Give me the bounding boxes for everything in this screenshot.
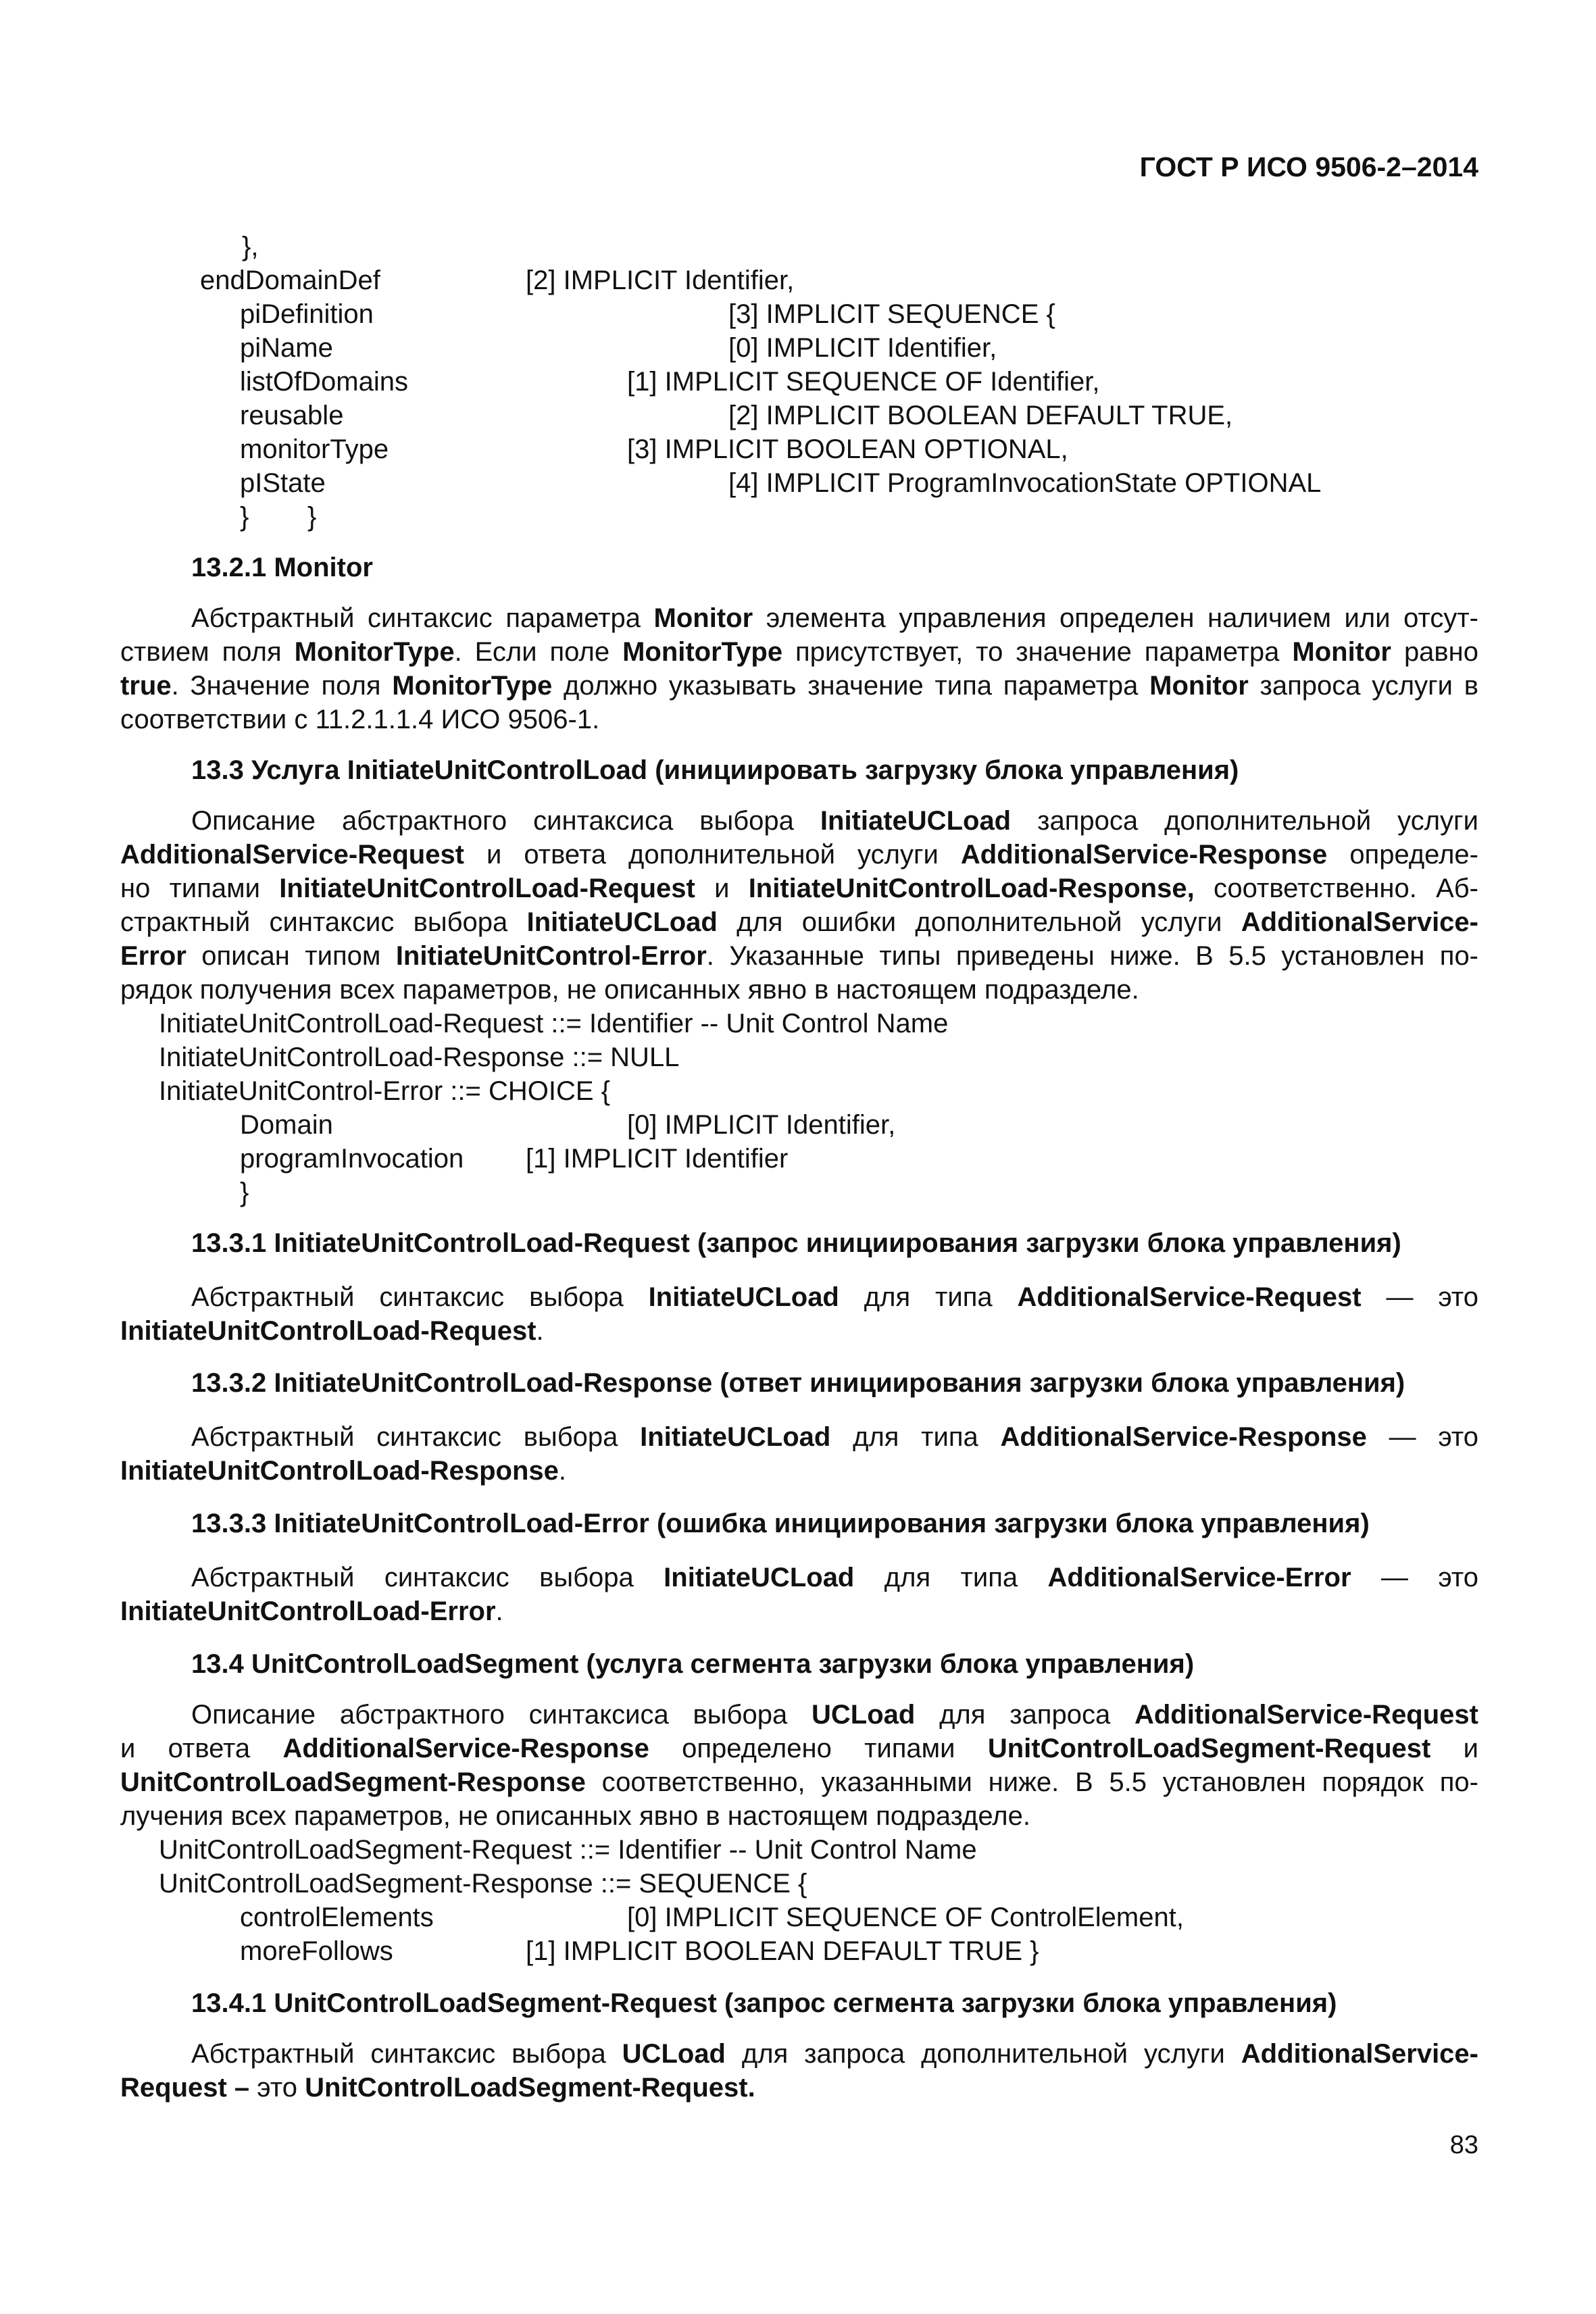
document-header: ГОСТ Р ИСО 9506-2–2014 bbox=[1139, 151, 1478, 182]
page-number: 83 bbox=[1449, 2131, 1478, 2159]
para-line: но типами InitiateUnitControlLoad-Request и InitiateUnitControlLoad-Response, соответственно. Аб- bbox=[120, 874, 1478, 903]
code-line: InitiateUnitControl-Error ::= CHOICE { bbox=[159, 1076, 610, 1106]
code-line: [3] IMPLICIT SEQUENCE { bbox=[728, 299, 1055, 329]
section-heading: 13.4 UnitControlLoadSegment (услуга сегмента загрузки блока управления) bbox=[191, 1649, 1195, 1679]
para-line: Описание абстрактного синтаксиса выбора InitiateUCLoad запроса дополнительной услуги bbox=[191, 806, 1478, 836]
code-line: InitiateUnitControlLoad-Response ::= NULL bbox=[159, 1042, 680, 1072]
para-line: UnitControlLoadSegment-Response соответственно, указанными ниже. В 5.5 установлен порядок по- bbox=[120, 1767, 1478, 1797]
para-line: Абстрактный синтаксис выбора InitiateUCLoad для типа AdditionalService-Request — это bbox=[191, 1282, 1478, 1312]
paragraph bbox=[120, 1420, 1478, 1488]
section-heading: 13.3.2 InitiateUnitControlLoad-Response (ответ инициирования загрузки блока управления) bbox=[191, 1368, 1405, 1398]
code-line: piDefinition bbox=[240, 299, 374, 329]
section-heading: 13.3 Услуга InitiateUnitControlLoad (инициировать загрузку блока управления) bbox=[191, 755, 1239, 785]
para-line: Error описан типом InitiateUnitControl-Error. Указанные типы приведены ниже. В 5.5 установлен по- bbox=[120, 941, 1479, 971]
code-line: [2] IMPLICIT Identifier, bbox=[526, 266, 795, 295]
para-line: Абстрактный синтаксис выбора UCLoad для запроса дополнительной услуги AdditionalService- bbox=[191, 2039, 1478, 2069]
code-line: UnitControlLoadSegment-Request ::= Identifier -- Unit Control Name bbox=[159, 1835, 977, 1865]
para-line: Описание абстрактного синтаксиса выбора UCLoad для запроса AdditionalService-Request bbox=[191, 1700, 1478, 1730]
para-line: AdditionalService-Request и ответа дополнительной услуги AdditionalService-Response определе- bbox=[120, 840, 1478, 870]
code-line: listOfDomains bbox=[240, 367, 408, 397]
code-line: piName bbox=[240, 333, 333, 363]
paragraph bbox=[120, 1280, 1478, 1348]
para-line: Абстрактный синтаксис параметра Monitor элемента управления определен наличием или отсут- bbox=[191, 603, 1478, 633]
code-line: [3] IMPLICIT BOOLEAN OPTIONAL, bbox=[627, 434, 1068, 464]
code-line: monitorType bbox=[240, 434, 389, 464]
code-line: [1] IMPLICIT Identifier bbox=[526, 1144, 789, 1174]
code-line: endDomainDef bbox=[200, 266, 380, 295]
section-heading: 13.3.3 InitiateUnitControlLoad-Error (ошибка инициирования загрузки блока управления) bbox=[191, 1509, 1370, 1538]
paragraph bbox=[120, 601, 1478, 736]
paragraph bbox=[120, 804, 1478, 1007]
section-heading: 13.3.1 InitiateUnitControlLoad-Request (запрос инициирования загрузки блока управления) bbox=[191, 1228, 1401, 1258]
code-line: InitiateUnitControlLoad-Request ::= Identifier -- Unit Control Name bbox=[159, 1009, 949, 1038]
para-line: InitiateUnitControlLoad-Response. bbox=[120, 1456, 567, 1486]
para-line: страктный синтаксис выбора InitiateUCLoad для ошибки дополнительной услуги AdditionalService- bbox=[120, 907, 1478, 937]
code-line: controlElements bbox=[240, 1903, 434, 1932]
code-line: }, bbox=[242, 232, 259, 261]
code-line: [0] IMPLICIT SEQUENCE OF ControlElement, bbox=[627, 1903, 1184, 1932]
code-line: programInvocation bbox=[240, 1144, 464, 1174]
para-line: и ответа AdditionalService-Response определено типами UnitControlLoadSegment-Request и bbox=[120, 1734, 1478, 1763]
code-line: UnitControlLoadSegment-Response ::= SEQUENCE { bbox=[159, 1869, 807, 1898]
para-line: ствием поля MonitorType. Если поле MonitorType присутствует, то значение параметра Monitor равно bbox=[120, 637, 1479, 667]
para-line: Абстрактный синтаксис выбора InitiateUCLoad для типа AdditionalService-Error — это bbox=[191, 1563, 1478, 1592]
code-line: [0] IMPLICIT Identifier, bbox=[627, 1110, 896, 1140]
para-line: лучения всех параметров, не описанных явно в настоящем подразделе. bbox=[120, 1801, 1030, 1831]
code-line: } bbox=[240, 502, 249, 532]
section-heading: 13.2.1 Monitor bbox=[191, 553, 373, 582]
code-line: [1] IMPLICIT SEQUENCE OF Identifier, bbox=[627, 367, 1100, 397]
section-heading: 13.4.1 UnitControlLoadSegment-Request (запрос сегмента загрузки блока управления) bbox=[191, 1988, 1337, 2018]
code-line: pIState bbox=[240, 468, 326, 498]
code-line: [4] IMPLICIT ProgramInvocationState OPTIONAL bbox=[728, 468, 1322, 498]
code-line: } bbox=[307, 502, 317, 532]
code-line: moreFollows bbox=[240, 1936, 393, 1966]
para-line: соответствии с 11.2.1.1.4 ИСО 9506-1. bbox=[120, 705, 600, 734]
para-line: рядок получения всех параметров, не описанных явно в настоящем подразделе. bbox=[120, 975, 1139, 1005]
paragraph bbox=[120, 1561, 1478, 1628]
code-line: reusable bbox=[240, 401, 344, 430]
code-line: [1] IMPLICIT BOOLEAN DEFAULT TRUE } bbox=[526, 1936, 1039, 1966]
para-line: InitiateUnitControlLoad-Request. bbox=[120, 1316, 544, 1346]
para-line: Абстрактный синтаксис выбора InitiateUCLoad для типа AdditionalService-Response — это bbox=[191, 1422, 1479, 1452]
paragraph bbox=[120, 2037, 1478, 2105]
para-line: true. Значение поля MonitorType должно указывать значение типа параметра Monitor запроса услуги в bbox=[120, 671, 1478, 701]
para-line: Request – это UnitControlLoadSegment-Request. bbox=[120, 2073, 755, 2103]
paragraph bbox=[120, 1698, 1478, 1833]
code-line: [2] IMPLICIT BOOLEAN DEFAULT TRUE, bbox=[728, 401, 1233, 430]
code-line: [0] IMPLICIT Identifier, bbox=[728, 333, 997, 363]
code-line: Domain bbox=[240, 1110, 333, 1140]
code-line: } bbox=[240, 1178, 249, 1207]
para-line: InitiateUnitControlLoad-Error. bbox=[120, 1596, 503, 1626]
